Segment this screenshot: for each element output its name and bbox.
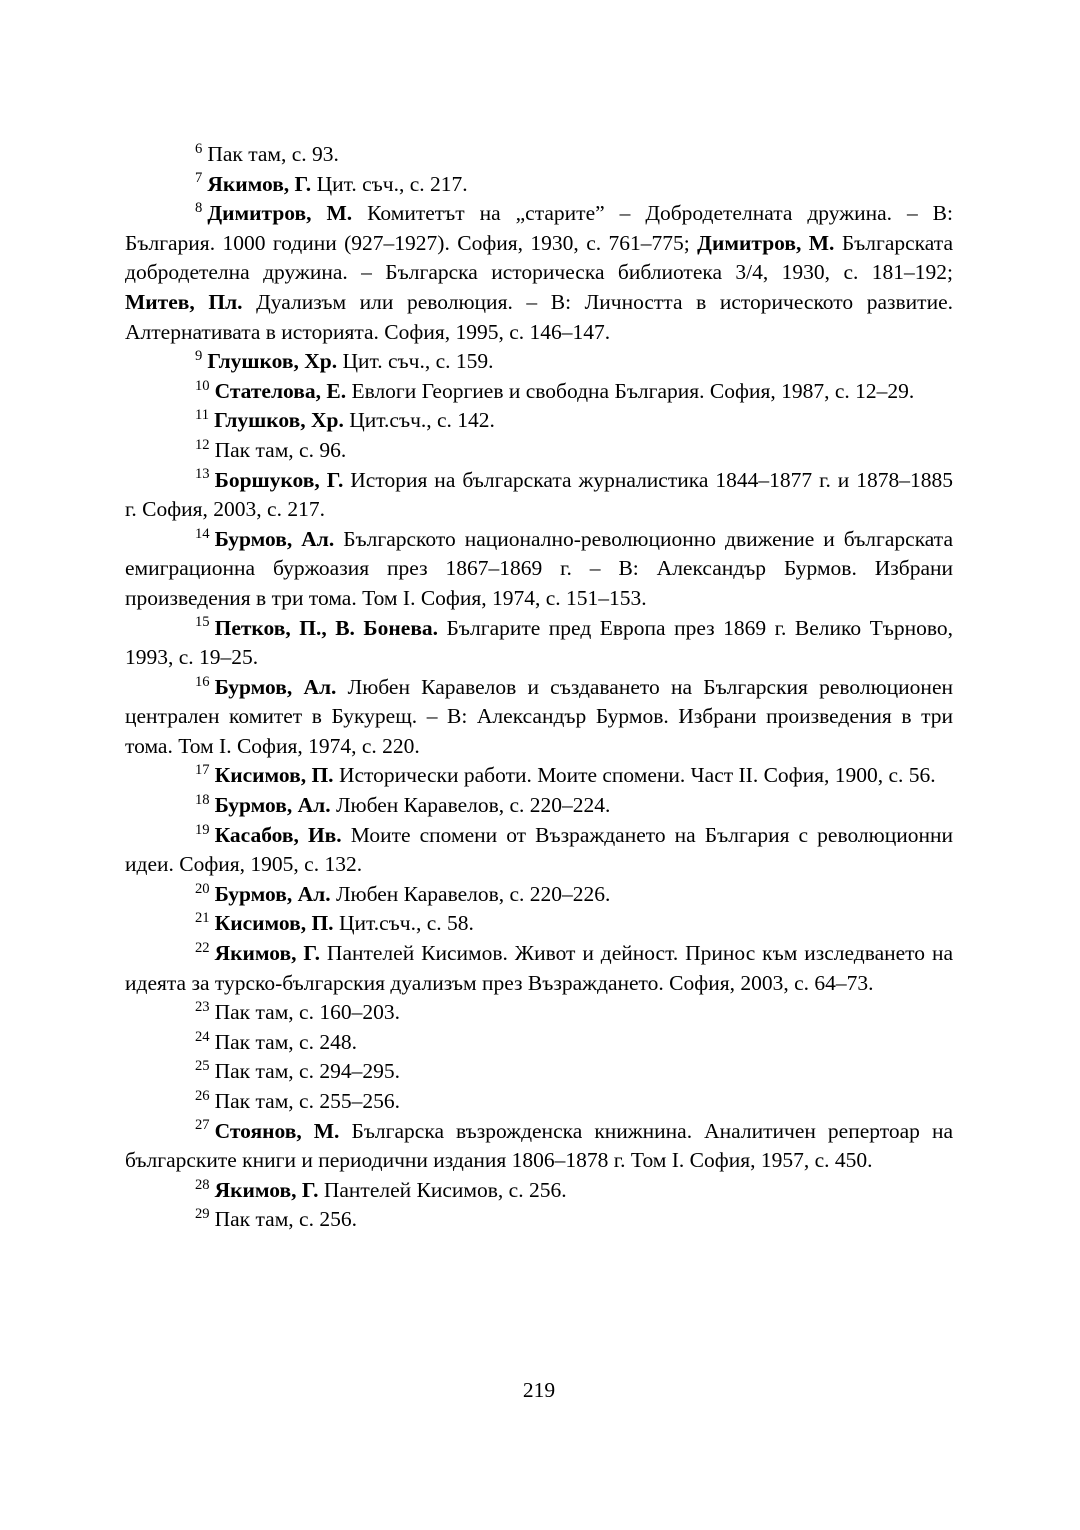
footnote-text: Любен Каравелов и създаването на Българския революционен централен комитет в Букурещ. – В: Александър Бурмов. Избрани произведения в три тома. Том I. София, 1974, с. 220. — [125, 674, 953, 758]
footnote-number: 16 — [195, 673, 210, 690]
footnote-number: 20 — [195, 880, 210, 897]
footnote-item — [125, 1176, 953, 1206]
footnote-item — [125, 406, 953, 436]
footnote-item — [125, 377, 953, 407]
footnote-author: Бурмов, Ал. — [214, 793, 331, 818]
footnote-number: 8 — [195, 200, 203, 217]
footnote-number: 10 — [195, 377, 210, 394]
footnote-number: 14 — [195, 525, 210, 542]
footnote-text: Пак там, с. 93. — [207, 142, 339, 166]
footnote-item — [125, 880, 953, 910]
footnote-number: 29 — [195, 1206, 210, 1223]
footnote-item — [125, 436, 953, 466]
footnote-number: 26 — [195, 1087, 210, 1104]
footnote-author: Петков, П., В. Бонева. — [214, 615, 439, 640]
footnote-item — [125, 1205, 953, 1235]
footnote-number: 9 — [195, 348, 203, 364]
footnote-text: Българското национално-революционно движение и българската емиграционна буржоазия през 1867–1869 г. – В: Александър Бурмов. Избрани произведения в три тома. Том I. София, 1974, с. 151–153. — [125, 526, 953, 610]
footnote-item — [125, 199, 953, 347]
footnote-author: Бурмов, Ал. — [214, 526, 335, 551]
footnote-text: Пак там, с. 96. — [214, 437, 347, 462]
footnote-number: 12 — [195, 436, 210, 453]
footnote-number: 22 — [195, 939, 210, 956]
footnote-text: Българска възрожденска книжнина. Аналитичен репертоар на българските книги и периодични издания 1806–1878 г. Том I. София, 1957, с. 450. — [125, 1118, 953, 1173]
footnotes-section — [125, 140, 953, 1235]
footnote-text: Цит.съч., с. 142. — [343, 408, 495, 433]
footnote-text: Българите пред Европа през 1869 г. Велико Търново, 1993, с. 19–25. — [125, 615, 954, 670]
footnote-item — [125, 466, 953, 525]
footnote-text: Цит. съч., с. 217. — [311, 171, 468, 196]
footnote-item — [125, 170, 953, 200]
footnote-number: 15 — [195, 614, 210, 631]
footnote-text: Дуализъм или революция. – В: Личността в историческото развитие. Алтернативата в историята. София, 1995, с. 146–147. — [125, 289, 953, 344]
footnote-number: 28 — [195, 1176, 210, 1193]
footnote-text: Комитетът на „старите” – Добродетелната дружина. – В: България. 1000 години (927–1927). София, 1930, с. 761–775; — [125, 201, 953, 255]
footnote-number: 19 — [195, 821, 210, 838]
footnote-number: 21 — [195, 910, 210, 927]
footnote-number: 23 — [195, 999, 210, 1016]
footnote-item — [125, 347, 953, 377]
footnote-item — [125, 909, 953, 939]
footnote-number: 25 — [195, 1058, 210, 1075]
footnote-item — [125, 1087, 953, 1117]
footnote-author: Стоянов, М. — [214, 1118, 340, 1143]
footnote-number: 7 — [195, 170, 203, 187]
footnote-number: 27 — [195, 1117, 210, 1134]
footnote-text: Пак там, с. 160–203. — [214, 1000, 400, 1025]
page-number: 219 — [522, 1378, 556, 1402]
footnote-text: Пак там, с. 248. — [214, 1029, 357, 1054]
footnote-text: Пак там, с. 256. — [214, 1207, 357, 1232]
footnote-item — [125, 1028, 953, 1058]
footnote-text: Пантелей Кисимов, с. 256. — [318, 1177, 567, 1202]
footnote-author: Якимов, Г. — [214, 941, 321, 966]
footnote-item — [125, 761, 953, 791]
footnote-author: Боршуков, Г. — [214, 467, 344, 492]
footnote-author: Стателова, Е. — [214, 378, 347, 403]
footnote-text: Пак там, с. 294–295. — [214, 1059, 400, 1084]
footnote-item — [125, 1057, 953, 1087]
footnote-text: Българската добродетелна дружина. – Българска историческа библиотека 3/4, 1930, с. 181–192; — [125, 230, 953, 285]
footnote-author: Бурмов, Ал. — [214, 674, 337, 699]
footnote-item — [125, 939, 953, 998]
footnote-text: Любен Каравелов, с. 220–224. — [330, 793, 611, 818]
footnote-author: Касабов, Ив. — [214, 822, 342, 847]
footnote-author: Бурмов, Ал. — [214, 881, 331, 906]
footnote-item — [125, 998, 953, 1028]
footnote-number: 11 — [195, 407, 210, 424]
footnote-number: 18 — [195, 791, 210, 808]
footnote-number: 13 — [195, 466, 210, 483]
footnote-item — [125, 614, 953, 673]
footnote-item — [125, 140, 953, 170]
footnote-text: Пак там, с. 255–256. — [214, 1089, 400, 1113]
footnote-item — [125, 1117, 953, 1176]
footnote-text: Моите спомени от Възраждането на България с революционни идеи. София, 1905, с. 132. — [125, 822, 953, 877]
footnote-text: Исторически работи. Моите спомени. Част II. София, 1900, с. 56. — [333, 763, 936, 788]
footnote-text: Пантелей Кисимов. Живот и дейност. Принос към изследването на идеята за турско-българския дуализъм през Възраждането. София, 2003, с. 64–73. — [125, 941, 953, 995]
footnote-number: 24 — [195, 1028, 210, 1045]
footnote-text: Евлоги Георгиев и свободна България. София, 1987, с. 12–29. — [346, 378, 915, 403]
footnote-item — [125, 525, 953, 614]
footnote-author: Кисимов, П. — [214, 911, 334, 936]
footnote-author: Димитров, М. — [207, 201, 353, 226]
footnote-text: История на българската журналистика 1844–1877 г. и 1878–1885 г. София, 2003, с. 217. — [125, 467, 953, 522]
footnote-author: Глушков, Хр. — [214, 408, 344, 433]
footnote-author: Якимов, Г. — [214, 1177, 319, 1202]
footnote-text: Цит.съч., с. 58. — [333, 911, 474, 936]
footnote-author: Димитров, М. — [697, 230, 835, 255]
footnote-author: Глушков, Хр. — [207, 349, 338, 374]
footnote-author: Якимов, Г. — [207, 171, 312, 196]
footnote-text: Любен Каравелов, с. 220–226. — [330, 881, 611, 906]
footnote-item — [125, 673, 953, 762]
footnote-text: Цит. съч., с. 159. — [337, 349, 494, 374]
footnote-author: Митев, Пл. — [125, 289, 243, 314]
footnote-author: Кисимов, П. — [214, 763, 334, 788]
footnote-number: 6 — [195, 140, 203, 157]
footnote-item — [125, 821, 953, 880]
footnote-number: 17 — [195, 762, 210, 779]
footnote-item — [125, 791, 953, 821]
